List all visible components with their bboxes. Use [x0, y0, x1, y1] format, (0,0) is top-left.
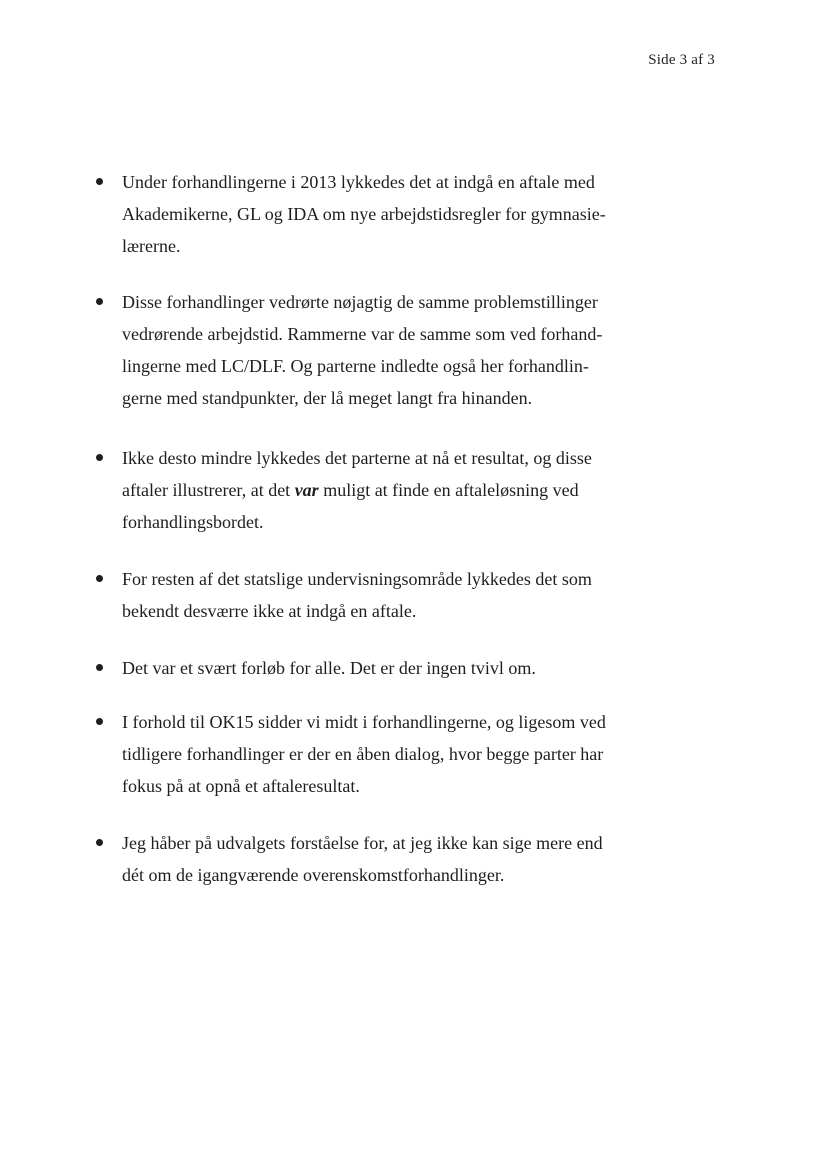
bullet-item-6	[96, 706, 656, 802]
text-line: Disse forhandlinger vedrørte nøjagtig de samme problemstillinger	[122, 292, 598, 312]
bullet-point-icon	[96, 718, 103, 725]
text-line: Under forhandlingerne i 2013 lykkedes det at indgå en aftale med	[122, 172, 595, 192]
bullet-text	[122, 706, 606, 802]
emphasis-text: var	[294, 480, 319, 500]
text-line: For resten af det statslige undervisningsområde lykkedes det som	[122, 569, 592, 589]
bullet-point-icon	[96, 298, 103, 305]
bullet-point-icon	[96, 575, 103, 582]
text-line: Det var et svært forløb for alle. Det er der ingen tvivl om.	[122, 658, 536, 678]
bullet-text	[122, 827, 603, 891]
bullet-point-icon	[96, 664, 103, 671]
text-line: bekendt desværre ikke at indgå en aftale.	[122, 601, 417, 621]
text-line: vedrørende arbejdstid. Rammerne var de samme som ved forhand-	[122, 324, 603, 344]
text-line	[122, 474, 592, 506]
text-segment: aftaler illustrerer, at det	[122, 480, 295, 500]
text-line: lærerne.	[122, 236, 181, 256]
text-line: lingerne med LC/DLF. Og parterne indledte også her forhandlin-	[122, 356, 589, 376]
bullet-point-icon	[96, 178, 103, 185]
text-line: I forhold til OK15 sidder vi midt i forhandlingerne, og ligesom ved	[122, 712, 606, 732]
text-line: fokus på at opnå et aftaleresultat.	[122, 776, 360, 796]
bullet-item-2	[96, 286, 656, 414]
bullet-item-4	[96, 563, 656, 627]
bullet-item-7	[96, 827, 656, 891]
text-segment: muligt at finde en aftaleløsning ved	[318, 480, 579, 500]
text-line: Akademikerne, GL og IDA om nye arbejdstidsregler for gymnasie-	[122, 204, 606, 224]
bullet-item-1	[96, 166, 656, 262]
text-line: gerne med standpunkter, der lå meget langt fra hinanden.	[122, 388, 533, 408]
bullet-text	[122, 563, 592, 627]
text-line: tidligere forhandlinger er der en åben dialog, hvor begge parter har	[122, 744, 604, 764]
text-line: Jeg håber på udvalgets forståelse for, at jeg ikke kan sige mere end	[122, 833, 603, 853]
text-line: Ikke desto mindre lykkedes det parterne at nå et resultat, og disse	[122, 448, 592, 468]
text-line: dét om de igangværende overenskomstforhandlinger.	[122, 865, 505, 885]
bullet-point-icon	[96, 839, 103, 846]
bullet-text	[122, 166, 606, 262]
bullet-text	[122, 652, 536, 684]
bullet-point-icon	[96, 454, 103, 461]
page-number: Side 3 af 3	[648, 52, 715, 68]
bullet-item-3	[96, 442, 656, 538]
bullet-text	[122, 442, 592, 538]
bullet-text	[122, 286, 602, 414]
text-line: forhandlingsbordet.	[122, 512, 264, 532]
bullet-item-5	[96, 652, 656, 684]
